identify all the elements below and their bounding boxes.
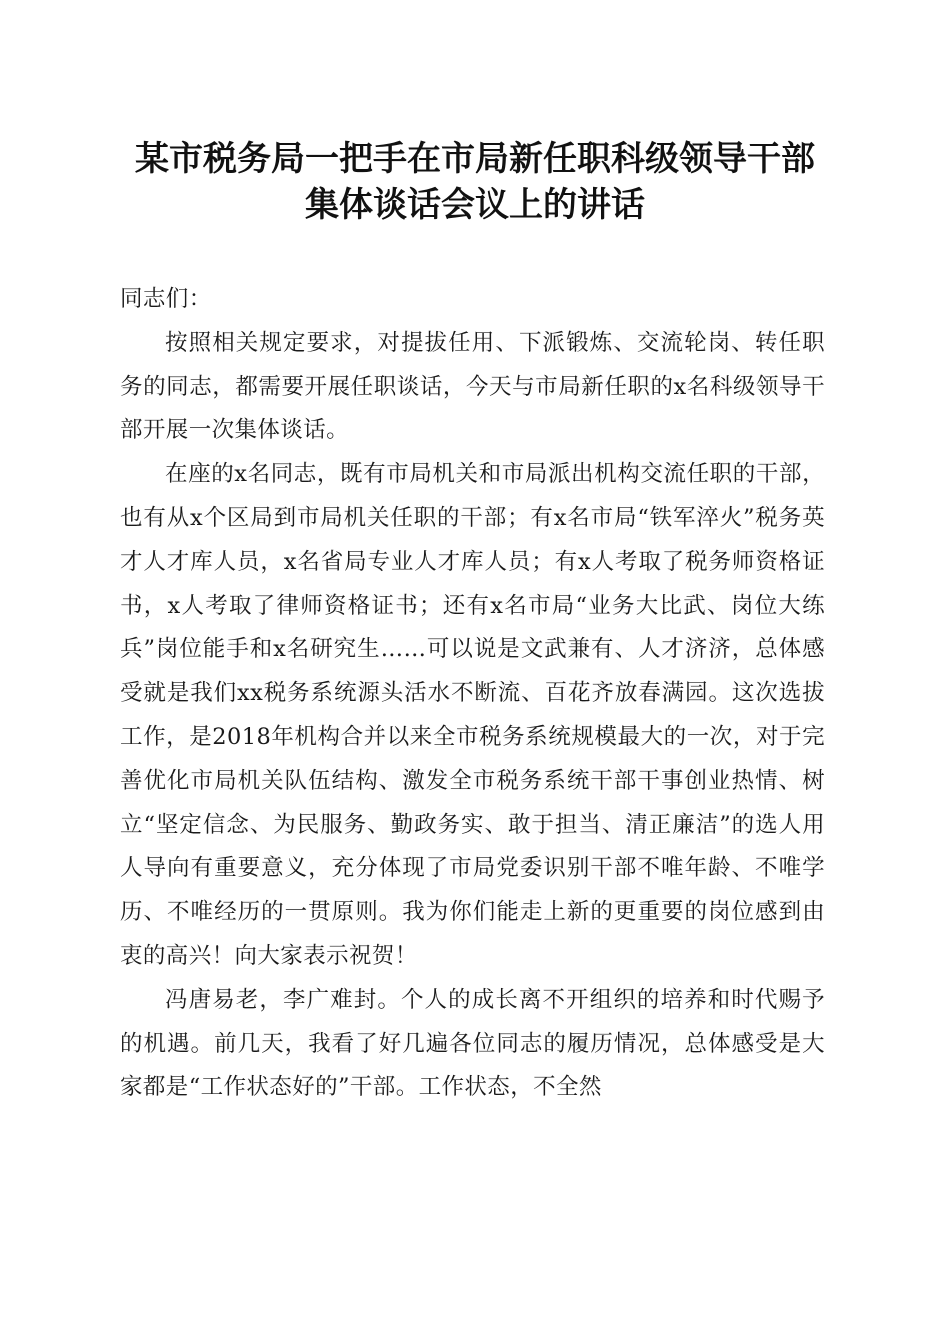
document-body [120, 278, 825, 1110]
document-title [100, 136, 850, 228]
paragraph-1: 按照相关规定要求，对提拔任用、下派锻炼、交流轮岗、转任职务的同志，都需要开展任职谈话，今天与市局新任职的x名科级领导干部开展一次集体谈话。 [120, 329, 825, 444]
title-line-2: 集体谈话会议上的讲话 [305, 185, 645, 225]
salutation: 同志们： [120, 286, 212, 312]
paragraph-3: 冯唐易老，李广难封。个人的成长离不开组织的培养和时代赐予的机遇。前几天，我看了好几遍各位同志的履历情况，总体感受是大家都是“工作状态好的”干部。工作状态，不全然 [120, 986, 825, 1101]
paragraph-2: 在座的x名同志，既有市局机关和市局派出机构交流任职的干部，也有从x个区局到市局机关任职的干部；有x名市局“铁军淬火”税务英才人才库人员，x名省局专业人才库人员；有x人考取了税务师资格证书，x人考取了律师资格证书；还有x名市局“业务大比武、岗位大练兵”岗位能手和x名研究生……可以说是文武兼有、人才济济，总体感受就是我们xx税务系统源头活水不断流、百花齐放春满园。这次选拔工作，是2018年机构合并以来全市税务系统规模最大的一次，对于完善优化市局机关队伍结构、激发全市税务系统干部干事创业热情、树立“坚定信念、为民服务、勤政务实、敢于担当、清正廉洁”的选人用人导向有重要意义，充分体现了市局党委识别干部不唯年龄、不唯学历、不唯经历的一贯原则。我为你们能走上新的更重要的岗位感到由衷的高兴！向大家表示祝贺！ [120, 461, 825, 969]
title-line-1: 某市税务局一把手在市局新任职科级领导干部 [135, 139, 815, 179]
